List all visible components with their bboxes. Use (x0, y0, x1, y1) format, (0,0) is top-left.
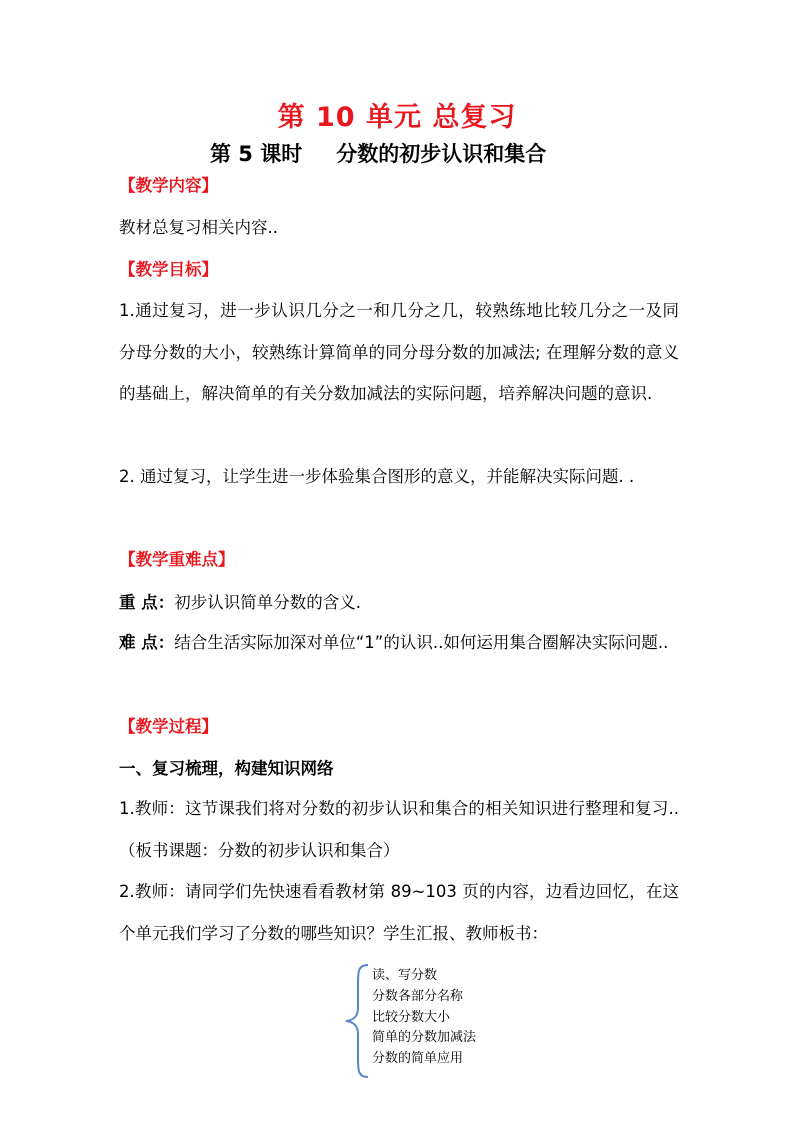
board-item-parts-names: 分数各部分名称 (372, 988, 464, 1004)
goal-1-text: 1.通过复习，进一步认识几分之一和几分之几，较熟练地比较几分之一及同分母分数的大小，较熟练计算简单的同分母分数的加减法; 在理解分数的意义的基础上，解决简单的有关分数加减法的实际问题，培养解决问题的意识. (119, 301, 679, 403)
difficult-point-text: 结合生活实际加深对单位“1”的认识..如何运用集合圈解决实际问题.. (174, 633, 669, 652)
unit-title: 第 10 单元 总复习 (277, 102, 517, 133)
curly-brace-icon (342, 962, 372, 1080)
lesson-subtitle (210, 139, 546, 169)
heading-key-points: 【教学重难点】 (119, 550, 235, 569)
lesson-topic: 分数的初步认识和集合 (336, 142, 547, 166)
board-item-compare: 比较分数大小 (372, 1009, 451, 1025)
board-knowledge-list (372, 966, 476, 1070)
difficult-point-label: 难 点： (119, 633, 175, 652)
board-item-add-subtract: 简单的分数加减法 (372, 1030, 477, 1046)
step-1-paragraph-1: 1.教师：这节课我们将对分数的初步认识和集合的相关知识进行整理和复习..（板书课题：分数的初步认识和集合） (119, 799, 679, 860)
heading-teaching-goals: 【教学目标】 (119, 260, 218, 279)
lesson-number: 第 5 课时 (210, 142, 303, 166)
key-point-text: 初步认识简单分数的含义. (174, 593, 361, 612)
heading-teaching-content: 【教学内容】 (119, 176, 218, 195)
difficult-point-line (119, 622, 679, 664)
board-item-application: 分数的简单应用 (372, 1051, 464, 1067)
step-1-heading: 一、复习梳理，构建知识网络 (119, 759, 334, 778)
step-1-paragraph-2: 2.教师：请同学们先快速看看教材第 89~103 页的内容，边看边回忆，在这个单元我们学习了分数的哪些知识？学生汇报、教师板书： (119, 882, 679, 943)
board-item-read-write: 读、写分数 (372, 968, 438, 983)
key-point-line (119, 590, 361, 616)
teaching-content-text: 教材总复习相关内容.. (119, 218, 278, 237)
key-point-label: 重 点： (119, 593, 175, 612)
goal-2-text: 2. 通过复习，让学生进一步体验集合图形的意义，并能解决实际问题. . (119, 467, 635, 486)
heading-teaching-process: 【教学过程】 (119, 717, 218, 736)
